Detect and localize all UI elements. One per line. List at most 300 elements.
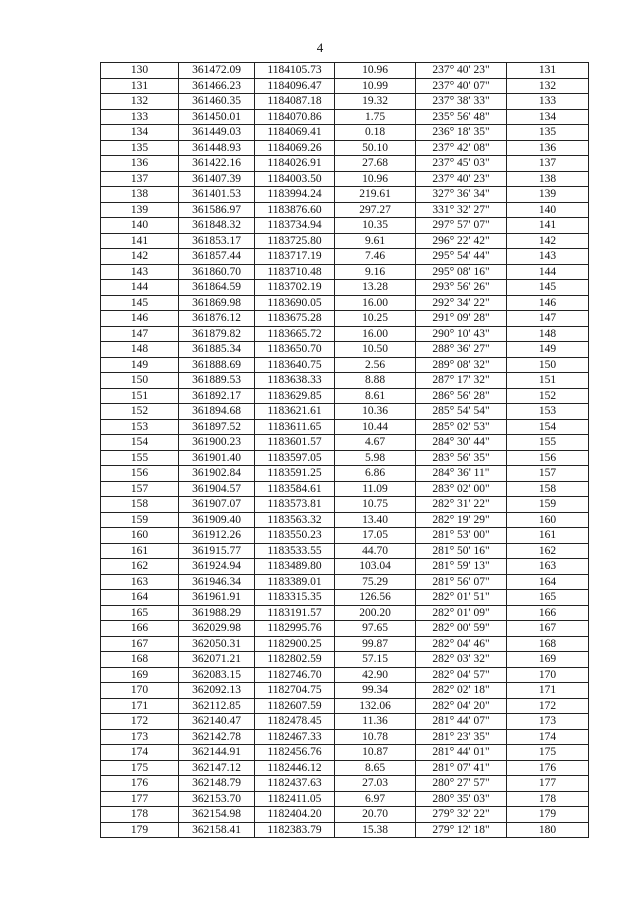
cell-next-point-number: 155: [507, 435, 589, 451]
cell-coord-y: 1183710.48: [255, 264, 335, 280]
cell-coord-x: 361450.01: [179, 109, 255, 125]
cell-point-number: 178: [101, 807, 179, 823]
cell-coord-y: 1182446.12: [255, 760, 335, 776]
cell-coord-x: 361904.57: [179, 481, 255, 497]
cell-distance: 50.10: [335, 140, 416, 156]
cell-next-point-number: 175: [507, 745, 589, 761]
cell-coord-x: 361894.68: [179, 404, 255, 420]
cell-distance: 10.44: [335, 419, 416, 435]
table-row: [101, 745, 589, 761]
table-row: [101, 202, 589, 218]
cell-coord-x: 361860.70: [179, 264, 255, 280]
cell-point-number: 166: [101, 621, 179, 637]
cell-coord-x: 361448.93: [179, 140, 255, 156]
cell-bearing: 281° 56' 07": [416, 574, 507, 590]
cell-next-point-number: 180: [507, 822, 589, 838]
cell-coord-y: 1182704.75: [255, 683, 335, 699]
cell-coord-y: 1183665.72: [255, 326, 335, 342]
cell-coord-y: 1183601.57: [255, 435, 335, 451]
cell-coord-x: 361897.52: [179, 419, 255, 435]
cell-bearing: 282° 00' 59": [416, 621, 507, 637]
cell-bearing: 290° 10' 43": [416, 326, 507, 342]
cell-distance: 1.75: [335, 109, 416, 125]
cell-bearing: 237° 40' 07": [416, 78, 507, 94]
cell-point-number: 162: [101, 559, 179, 575]
cell-coord-y: 1184096.47: [255, 78, 335, 94]
cell-coord-x: 361857.44: [179, 249, 255, 265]
cell-bearing: 280° 35' 03": [416, 791, 507, 807]
table-row: [101, 807, 589, 823]
cell-bearing: 296° 22' 42": [416, 233, 507, 249]
cell-coord-x: 361422.16: [179, 156, 255, 172]
table-row: [101, 140, 589, 156]
table-row: [101, 218, 589, 234]
cell-next-point-number: 163: [507, 559, 589, 575]
cell-next-point-number: 164: [507, 574, 589, 590]
cell-distance: 99.34: [335, 683, 416, 699]
cell-bearing: 236° 18' 35": [416, 125, 507, 141]
cell-bearing: 281° 44' 01": [416, 745, 507, 761]
cell-next-point-number: 136: [507, 140, 589, 156]
cell-next-point-number: 167: [507, 621, 589, 637]
cell-coord-x: 361876.12: [179, 311, 255, 327]
cell-point-number: 157: [101, 481, 179, 497]
table-row: [101, 78, 589, 94]
cell-distance: 126.56: [335, 590, 416, 606]
cell-coord-x: 361915.77: [179, 543, 255, 559]
cell-distance: 10.78: [335, 729, 416, 745]
cell-coord-x: 361901.40: [179, 450, 255, 466]
cell-point-number: 132: [101, 94, 179, 110]
cell-next-point-number: 173: [507, 714, 589, 730]
cell-coord-x: 361988.29: [179, 605, 255, 621]
cell-next-point-number: 140: [507, 202, 589, 218]
cell-point-number: 179: [101, 822, 179, 838]
cell-bearing: 282° 01' 09": [416, 605, 507, 621]
table-row: [101, 125, 589, 141]
cell-bearing: 288° 36' 27": [416, 342, 507, 358]
cell-point-number: 149: [101, 357, 179, 373]
cell-coord-y: 1183550.23: [255, 528, 335, 544]
cell-point-number: 155: [101, 450, 179, 466]
cell-distance: 17.05: [335, 528, 416, 544]
table-row: [101, 760, 589, 776]
cell-next-point-number: 147: [507, 311, 589, 327]
table-row: [101, 326, 589, 342]
cell-coord-x: 362083.15: [179, 667, 255, 683]
cell-coord-x: 361401.53: [179, 187, 255, 203]
cell-point-number: 138: [101, 187, 179, 203]
cell-next-point-number: 141: [507, 218, 589, 234]
cell-point-number: 177: [101, 791, 179, 807]
cell-next-point-number: 168: [507, 636, 589, 652]
cell-bearing: 282° 02' 18": [416, 683, 507, 699]
cell-coord-x: 361407.39: [179, 171, 255, 187]
cell-next-point-number: 139: [507, 187, 589, 203]
cell-coord-x: 361472.09: [179, 63, 255, 79]
cell-point-number: 169: [101, 667, 179, 683]
cell-bearing: 331° 32' 27": [416, 202, 507, 218]
cell-point-number: 137: [101, 171, 179, 187]
table-row: [101, 481, 589, 497]
cell-bearing: 284° 36' 11": [416, 466, 507, 482]
cell-coord-y: 1182456.76: [255, 745, 335, 761]
cell-point-number: 171: [101, 698, 179, 714]
table-row: [101, 776, 589, 792]
cell-next-point-number: 135: [507, 125, 589, 141]
cell-coord-y: 1183629.85: [255, 388, 335, 404]
cell-distance: 10.96: [335, 171, 416, 187]
cell-bearing: 284° 30' 44": [416, 435, 507, 451]
table-row: [101, 311, 589, 327]
table-row: [101, 528, 589, 544]
cell-point-number: 134: [101, 125, 179, 141]
cell-bearing: 282° 03' 32": [416, 652, 507, 668]
cell-distance: 5.98: [335, 450, 416, 466]
cell-coord-y: 1183650.70: [255, 342, 335, 358]
cell-coord-y: 1183640.75: [255, 357, 335, 373]
table-row: [101, 109, 589, 125]
cell-distance: 99.87: [335, 636, 416, 652]
cell-coord-x: 361449.03: [179, 125, 255, 141]
table-row: [101, 388, 589, 404]
cell-coord-y: 1183315.35: [255, 590, 335, 606]
cell-distance: 10.75: [335, 497, 416, 513]
cell-next-point-number: 157: [507, 466, 589, 482]
cell-coord-x: 361879.82: [179, 326, 255, 342]
page-number: 4: [316, 40, 324, 55]
cell-coord-x: 362158.41: [179, 822, 255, 838]
cell-distance: 10.25: [335, 311, 416, 327]
cell-bearing: 295° 54' 44": [416, 249, 507, 265]
cell-distance: 42.90: [335, 667, 416, 683]
cell-coord-y: 1183563.32: [255, 512, 335, 528]
cell-coord-x: 361869.98: [179, 295, 255, 311]
cell-bearing: 291° 09' 28": [416, 311, 507, 327]
cell-next-point-number: 134: [507, 109, 589, 125]
table-row: [101, 822, 589, 838]
cell-distance: 13.40: [335, 512, 416, 528]
cell-next-point-number: 146: [507, 295, 589, 311]
cell-next-point-number: 177: [507, 776, 589, 792]
cell-coord-x: 362071.21: [179, 652, 255, 668]
cell-bearing: 281° 53' 00": [416, 528, 507, 544]
cell-distance: 200.20: [335, 605, 416, 621]
cell-coord-x: 362147.12: [179, 760, 255, 776]
cell-distance: 20.70: [335, 807, 416, 823]
cell-point-number: 139: [101, 202, 179, 218]
cell-coord-x: 362050.31: [179, 636, 255, 652]
cell-bearing: 282° 04' 46": [416, 636, 507, 652]
cell-next-point-number: 145: [507, 280, 589, 296]
cell-distance: 6.86: [335, 466, 416, 482]
cell-distance: 297.27: [335, 202, 416, 218]
cell-next-point-number: 142: [507, 233, 589, 249]
coordinates-table: [100, 62, 589, 838]
table-row: [101, 156, 589, 172]
cell-coord-y: 1182467.33: [255, 729, 335, 745]
cell-coord-y: 1184105.73: [255, 63, 335, 79]
cell-bearing: 287° 17' 32": [416, 373, 507, 389]
cell-bearing: 281° 44' 07": [416, 714, 507, 730]
cell-point-number: 140: [101, 218, 179, 234]
cell-distance: 9.16: [335, 264, 416, 280]
cell-next-point-number: 162: [507, 543, 589, 559]
cell-bearing: 285° 02' 53": [416, 419, 507, 435]
cell-bearing: 283° 02' 00": [416, 481, 507, 497]
cell-point-number: 133: [101, 109, 179, 125]
cell-point-number: 135: [101, 140, 179, 156]
cell-bearing: 285° 54' 54": [416, 404, 507, 420]
cell-coord-y: 1182607.59: [255, 698, 335, 714]
cell-coord-x: 361885.34: [179, 342, 255, 358]
cell-coord-x: 362153.70: [179, 791, 255, 807]
cell-coord-y: 1183533.55: [255, 543, 335, 559]
cell-next-point-number: 170: [507, 667, 589, 683]
cell-next-point-number: 172: [507, 698, 589, 714]
cell-next-point-number: 151: [507, 373, 589, 389]
cell-point-number: 159: [101, 512, 179, 528]
cell-distance: 11.36: [335, 714, 416, 730]
cell-coord-y: 1184069.26: [255, 140, 335, 156]
cell-coord-y: 1184069.41: [255, 125, 335, 141]
cell-bearing: 237° 45' 03": [416, 156, 507, 172]
cell-coord-x: 361586.97: [179, 202, 255, 218]
cell-coord-x: 361900.23: [179, 435, 255, 451]
cell-point-number: 142: [101, 249, 179, 265]
cell-distance: 8.65: [335, 760, 416, 776]
cell-bearing: 295° 08' 16": [416, 264, 507, 280]
cell-coord-x: 361888.69: [179, 357, 255, 373]
cell-next-point-number: 148: [507, 326, 589, 342]
table-row: [101, 497, 589, 513]
cell-bearing: 289° 08' 32": [416, 357, 507, 373]
cell-coord-x: 361912.26: [179, 528, 255, 544]
cell-bearing: 281° 23' 35": [416, 729, 507, 745]
table-row: [101, 683, 589, 699]
cell-distance: 103.04: [335, 559, 416, 575]
table-row: [101, 249, 589, 265]
table-row: [101, 450, 589, 466]
cell-distance: 11.09: [335, 481, 416, 497]
table-row: [101, 559, 589, 575]
table-row: [101, 94, 589, 110]
cell-point-number: 145: [101, 295, 179, 311]
table-row: [101, 698, 589, 714]
cell-point-number: 168: [101, 652, 179, 668]
cell-bearing: 286° 56' 28": [416, 388, 507, 404]
cell-coord-x: 362154.98: [179, 807, 255, 823]
cell-coord-x: 361961.91: [179, 590, 255, 606]
cell-next-point-number: 160: [507, 512, 589, 528]
cell-coord-x: 361892.17: [179, 388, 255, 404]
cell-bearing: 283° 56' 35": [416, 450, 507, 466]
cell-bearing: 237° 38' 33": [416, 94, 507, 110]
cell-bearing: 235° 56' 48": [416, 109, 507, 125]
cell-coord-y: 1183876.60: [255, 202, 335, 218]
cell-coord-y: 1184003.50: [255, 171, 335, 187]
cell-coord-x: 362140.47: [179, 714, 255, 730]
cell-bearing: 237° 40' 23": [416, 171, 507, 187]
cell-distance: 75.29: [335, 574, 416, 590]
cell-coord-y: 1183994.24: [255, 187, 335, 203]
cell-distance: 44.70: [335, 543, 416, 559]
cell-distance: 10.35: [335, 218, 416, 234]
cell-next-point-number: 179: [507, 807, 589, 823]
table-row: [101, 373, 589, 389]
cell-coord-x: 362092.13: [179, 683, 255, 699]
cell-coord-y: 1182478.45: [255, 714, 335, 730]
cell-point-number: 158: [101, 497, 179, 513]
table-row: [101, 264, 589, 280]
cell-distance: 0.18: [335, 125, 416, 141]
cell-next-point-number: 158: [507, 481, 589, 497]
cell-coord-y: 1184087.18: [255, 94, 335, 110]
cell-distance: 27.03: [335, 776, 416, 792]
cell-point-number: 131: [101, 78, 179, 94]
cell-coord-y: 1182746.70: [255, 667, 335, 683]
cell-distance: 8.88: [335, 373, 416, 389]
cell-point-number: 167: [101, 636, 179, 652]
cell-next-point-number: 161: [507, 528, 589, 544]
cell-bearing: 279° 12' 18": [416, 822, 507, 838]
cell-next-point-number: 150: [507, 357, 589, 373]
cell-distance: 16.00: [335, 295, 416, 311]
cell-next-point-number: 153: [507, 404, 589, 420]
cell-point-number: 153: [101, 419, 179, 435]
cell-distance: 132.06: [335, 698, 416, 714]
table-row: [101, 605, 589, 621]
table-row: [101, 791, 589, 807]
cell-coord-y: 1182383.79: [255, 822, 335, 838]
cell-coord-x: 361848.32: [179, 218, 255, 234]
cell-bearing: 327° 36' 34": [416, 187, 507, 203]
cell-next-point-number: 166: [507, 605, 589, 621]
cell-next-point-number: 137: [507, 156, 589, 172]
cell-next-point-number: 171: [507, 683, 589, 699]
cell-coord-y: 1182802.59: [255, 652, 335, 668]
cell-coord-y: 1183621.61: [255, 404, 335, 420]
table-row: [101, 233, 589, 249]
cell-next-point-number: 138: [507, 171, 589, 187]
table-row: [101, 621, 589, 637]
cell-distance: 10.99: [335, 78, 416, 94]
cell-coord-x: 361460.35: [179, 94, 255, 110]
table-row: [101, 652, 589, 668]
cell-point-number: 163: [101, 574, 179, 590]
cell-bearing: 282° 31' 22": [416, 497, 507, 513]
cell-point-number: 152: [101, 404, 179, 420]
cell-point-number: 156: [101, 466, 179, 482]
cell-coord-y: 1183725.80: [255, 233, 335, 249]
cell-coord-y: 1183191.57: [255, 605, 335, 621]
cell-coord-x: 362148.79: [179, 776, 255, 792]
table-row: [101, 187, 589, 203]
cell-coord-x: 362029.98: [179, 621, 255, 637]
cell-point-number: 144: [101, 280, 179, 296]
cell-coord-x: 361902.84: [179, 466, 255, 482]
table-row: [101, 357, 589, 373]
cell-coord-y: 1183591.25: [255, 466, 335, 482]
cell-coord-x: 361907.07: [179, 497, 255, 513]
table-row: [101, 404, 589, 420]
cell-point-number: 148: [101, 342, 179, 358]
cell-coord-x: 362142.78: [179, 729, 255, 745]
table-row: [101, 636, 589, 652]
cell-distance: 2.56: [335, 357, 416, 373]
cell-point-number: 176: [101, 776, 179, 792]
cell-coord-y: 1182411.05: [255, 791, 335, 807]
cell-coord-y: 1184070.86: [255, 109, 335, 125]
cell-point-number: 151: [101, 388, 179, 404]
cell-bearing: 292° 34' 22": [416, 295, 507, 311]
cell-bearing: 282° 01' 51": [416, 590, 507, 606]
cell-bearing: 282° 04' 20": [416, 698, 507, 714]
cell-distance: 8.61: [335, 388, 416, 404]
cell-point-number: 147: [101, 326, 179, 342]
cell-bearing: 282° 19' 29": [416, 512, 507, 528]
cell-next-point-number: 152: [507, 388, 589, 404]
cell-point-number: 136: [101, 156, 179, 172]
table-row: [101, 667, 589, 683]
cell-point-number: 150: [101, 373, 179, 389]
cell-coord-y: 1182995.76: [255, 621, 335, 637]
cell-distance: 27.68: [335, 156, 416, 172]
coordinates-table-body: [101, 63, 589, 838]
table-row: [101, 543, 589, 559]
cell-distance: 10.96: [335, 63, 416, 79]
cell-point-number: 154: [101, 435, 179, 451]
cell-bearing: 293° 56' 26": [416, 280, 507, 296]
table-row: [101, 171, 589, 187]
cell-point-number: 175: [101, 760, 179, 776]
cell-coord-y: 1184026.91: [255, 156, 335, 172]
cell-bearing: 280° 27' 57": [416, 776, 507, 792]
cell-distance: 16.00: [335, 326, 416, 342]
cell-bearing: 282° 04' 57": [416, 667, 507, 683]
cell-next-point-number: 131: [507, 63, 589, 79]
cell-next-point-number: 156: [507, 450, 589, 466]
cell-next-point-number: 154: [507, 419, 589, 435]
table-row: [101, 714, 589, 730]
cell-bearing: 281° 07' 41": [416, 760, 507, 776]
cell-next-point-number: 165: [507, 590, 589, 606]
cell-next-point-number: 144: [507, 264, 589, 280]
cell-distance: 7.46: [335, 249, 416, 265]
cell-point-number: 141: [101, 233, 179, 249]
cell-next-point-number: 149: [507, 342, 589, 358]
cell-distance: 19.32: [335, 94, 416, 110]
cell-point-number: 161: [101, 543, 179, 559]
cell-coord-y: 1183734.94: [255, 218, 335, 234]
table-row: [101, 574, 589, 590]
cell-distance: 10.50: [335, 342, 416, 358]
cell-distance: 4.67: [335, 435, 416, 451]
cell-point-number: 146: [101, 311, 179, 327]
cell-next-point-number: 169: [507, 652, 589, 668]
cell-next-point-number: 176: [507, 760, 589, 776]
cell-coord-y: 1183611.65: [255, 419, 335, 435]
cell-point-number: 143: [101, 264, 179, 280]
cell-distance: 57.15: [335, 652, 416, 668]
table-row: [101, 280, 589, 296]
cell-coord-x: 362144.91: [179, 745, 255, 761]
cell-point-number: 160: [101, 528, 179, 544]
cell-coord-y: 1183702.19: [255, 280, 335, 296]
cell-coord-x: 361946.34: [179, 574, 255, 590]
table-row: [101, 435, 589, 451]
cell-bearing: 281° 59' 13": [416, 559, 507, 575]
